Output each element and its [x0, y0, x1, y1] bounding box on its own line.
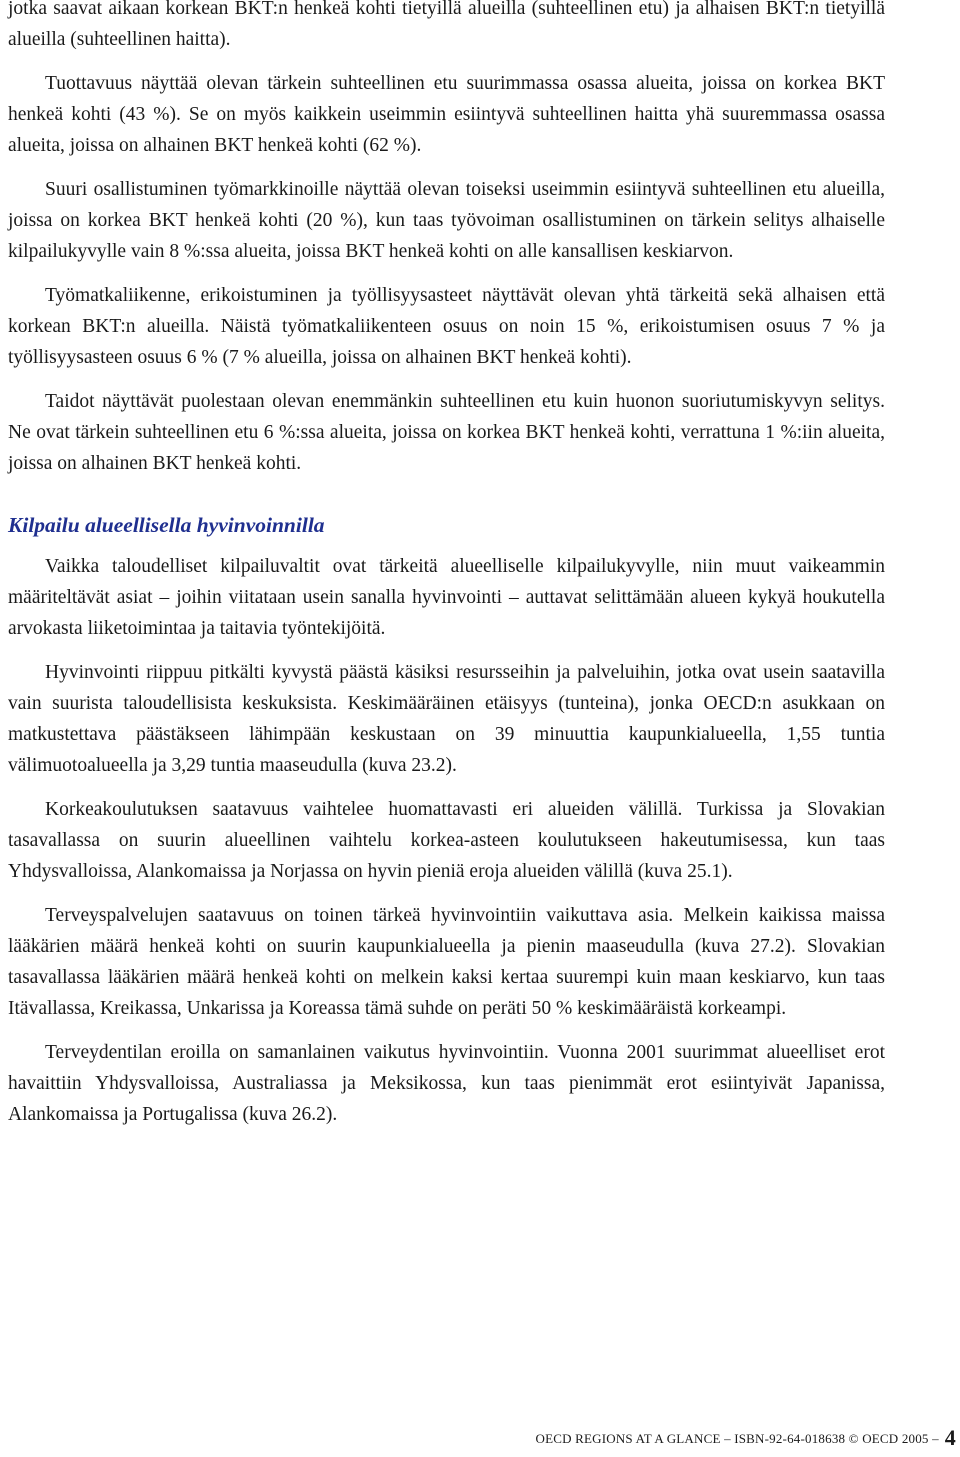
paragraph: Suuri osallistuminen työmarkkinoille näyttää olevan toiseksi useimmin esiintyvä suhteellinen etu alueilla, joissa on korkea BKT henkeä kohti (20 %), kun taas työvoiman osallistuminen on tärkein selitys alhaiselle kilpailukyvylle vain 8 %:ssa alueita, joissa BKT henkeä kohti on alle kansallisen keskiarvon.: [8, 179, 885, 262]
section-heading: Kilpailu alueellisella hyvinvoinnilla: [8, 513, 325, 537]
footer-citation: OECD REGIONS AT A GLANCE – ISBN-92-64-018638 © OECD 2005 –: [535, 1431, 939, 1446]
paragraph: Hyvinvointi riippuu pitkälti kyvystä päästä käsiksi resursseihin ja palveluihin, jotka ovat usein saatavilla vain suurista taloudellisista keskuksista. Keskimääräinen etäisyys (tunteina), jonka OECD:n asukkaan on matkustettava päästäkseen lähimpään keskustaan on 39 minuuttia kaupunkialueella, 1,55 tuntia välimuotoalueella ja 3,29 tuntia maaseudulla (kuva 23.2).: [8, 662, 885, 776]
document-page: [8, 0, 885, 1143]
page-footer: [535, 1423, 956, 1449]
paragraph: Tuottavuus näyttää olevan tärkein suhteellinen etu suurimmassa osassa alueita, joissa on korkea BKT henkeä kohti (43 %). Se on myös kaikkein useimmin esiintyvä suhteellinen haitta yhä suuremmassa osassa alueita, joissa on alhainen BKT henkeä kohti (62 %).: [8, 73, 885, 156]
paragraph: Korkeakoulutuksen saatavuus vaihtelee huomattavasti eri alueiden välillä. Turkissa ja Slovakian tasavallassa on suurin alueellinen vaihtelu korkea-asteen koulutukseen hakeutumisessa, kun taas Yhdysvalloissa, Alankomaissa ja Norjassa on hyvin pieniä eroja alueiden välillä (kuva 25.1).: [8, 799, 885, 882]
page-number: 4: [944, 1425, 956, 1450]
paragraph: Taidot näyttävät puolestaan olevan enemmänkin suhteellinen etu kuin huonon suoriutumiskyvyn selitys. Ne ovat tärkein suhteellinen etu 6 %:ssa alueita, joissa on korkea BKT henkeä kohti, verrattuna 1 %:iin alueita, joissa on alhainen BKT henkeä kohti.: [8, 391, 885, 474]
paragraph: Vaikka taloudelliset kilpailuvaltit ovat tärkeitä alueelliselle kilpailukyvylle, niin muut vaikeammin määriteltävät asiat – joihin viitataan usein sanalla hyvinvointi – auttavat selittämään alueen kykyä houkutella arvokasta liiketoimintaa ja taitavia työntekijöitä.: [8, 556, 885, 639]
paragraph: Terveydentilan eroilla on samanlainen vaikutus hyvinvointiin. Vuonna 2001 suurimmat alueelliset erot havaittiin Yhdysvalloissa, Australiassa ja Meksikossa, kun taas pienimmät erot esiintyivät Japanissa, Alankomaissa ja Portugalissa (kuva 26.2).: [8, 1042, 885, 1125]
paragraph: jotka saavat aikaan korkean BKT:n henkeä kohti tietyillä alueilla (suhteellinen etu) ja alhaisen BKT:n tietyillä alueilla (suhteellinen haitta).: [8, 0, 885, 50]
paragraph: Terveyspalvelujen saatavuus on toinen tärkeä hyvinvointiin vaikuttava asia. Melkein kaikissa maissa lääkärien määrä henkeä kohti on suurin kaupunkialueella ja pienin maaseudulla (kuva 27.2). Slovakian tasavallassa lääkärien määrä henkeä kohti on melkein kaksi kertaa suurempi kuin maan keskiarvo, kun taas Itävallassa, Kreikassa, Unkarissa ja Koreassa tämä suhde on peräti 50 % keskimääräistä korkeampi.: [8, 905, 885, 1019]
paragraph: Työmatkaliikenne, erikoistuminen ja työllisyysasteet näyttävät olevan yhtä tärkeitä sekä alhaisen että korkean BKT:n alueilla. Näistä työmatkaliikenteen osuus on noin 15 %, erikoistumisen osuus 7 % ja työllisyysasteen osuus 6 % (7 % alueilla, joissa on alhainen BKT henkeä kohti).: [8, 285, 885, 368]
